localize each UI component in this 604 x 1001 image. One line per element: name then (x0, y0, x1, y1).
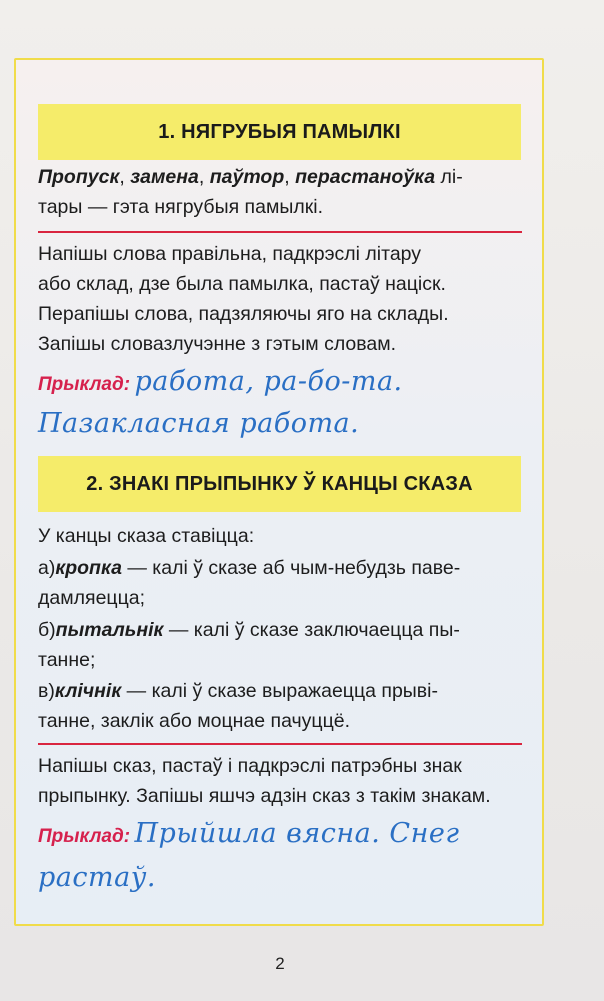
handwritten-example-1: работа, ра-бо-та. (134, 366, 403, 397)
section-2-intro: У канцы сказа ставіцца: (38, 525, 255, 547)
section-1-example-row-1 (38, 366, 403, 397)
section-2-divider (38, 743, 522, 745)
section-1-task-line-1: Напішы слова правільна, падкрэслі літару (38, 243, 422, 265)
handwritten-example-2: Пазакласная работа. (38, 408, 360, 439)
term-zamena: замена (130, 166, 199, 188)
section-2-example-row-2 (38, 862, 156, 893)
section-2-item-a (38, 554, 522, 583)
section-2-item-b-cont: танне; (38, 649, 96, 671)
term-klichnik: клічнік (54, 680, 122, 702)
section-2-item-c (38, 677, 522, 706)
handwritten-example-4: растаў. (38, 862, 156, 893)
section-1-divider (38, 231, 522, 233)
section-1-task-line-2: або склад, дзе была памылка, пастаў націск. (38, 273, 446, 295)
example-label: Прыклад: (38, 826, 131, 847)
term-perastanouka: перастаноўка (295, 166, 436, 188)
example-label: Прыклад: (38, 374, 131, 395)
section-2-item-b (38, 616, 522, 645)
item-text: — калі ў сказе выражаецца прыві- (121, 680, 438, 702)
item-text: — калі ў сказе заключаецца пы- (163, 619, 460, 641)
term-pautor: паўтор (209, 166, 285, 188)
term-propusk: Пропуск (38, 166, 120, 188)
item-text: — калі ў сказе аб чым-небудзь паве- (121, 557, 461, 579)
section-1-rule-line-2: тары — гэта нягрубыя памылкі. (38, 196, 324, 218)
section-2-item-c-cont: танне, заклік або моцнае пачуццё. (38, 710, 351, 732)
section-2-example-row-1 (38, 818, 460, 849)
term-kropka: кропка (55, 557, 122, 579)
section-1-rule-line-1: Пропуск, замена, паўтор, перастаноўка лі- (38, 166, 463, 188)
section-2-title-banner (38, 456, 521, 512)
page-number: 2 (275, 954, 285, 973)
section-1-task-line-4: Запішы словазлучэнне з гэтым словам. (38, 333, 397, 355)
section-1-task-line-3: Перапішы слова, падзяляючы яго на склады. (38, 303, 449, 325)
section-2-item-a-cont: дамляецца; (38, 587, 146, 609)
item-marker: в) (38, 680, 55, 702)
item-marker: а) (38, 557, 56, 579)
rule-tail-1: лі- (435, 166, 463, 188)
section-1-title: 1. НЯГРУБЫЯ ПАМЫЛКІ (158, 120, 401, 143)
section-2-task-line-2: прыпынку. Запішы яшчэ адзін сказ з такім знакам. (38, 785, 491, 807)
section-1-title-banner (38, 104, 521, 160)
item-marker: б) (38, 619, 56, 641)
term-pytalnik: пытальнік (55, 619, 164, 641)
section-2-task-line-1: Напішы сказ, пастаў і падкрэслі патрэбны знак (38, 755, 462, 777)
section-1-example-row-2 (38, 408, 359, 439)
handwritten-example-3: Прыйшла вясна. Снег (134, 818, 460, 849)
section-2-title: 2. ЗНАКІ ПРЫПЫНКУ Ў КАНЦЫ СКАЗА (86, 472, 473, 495)
